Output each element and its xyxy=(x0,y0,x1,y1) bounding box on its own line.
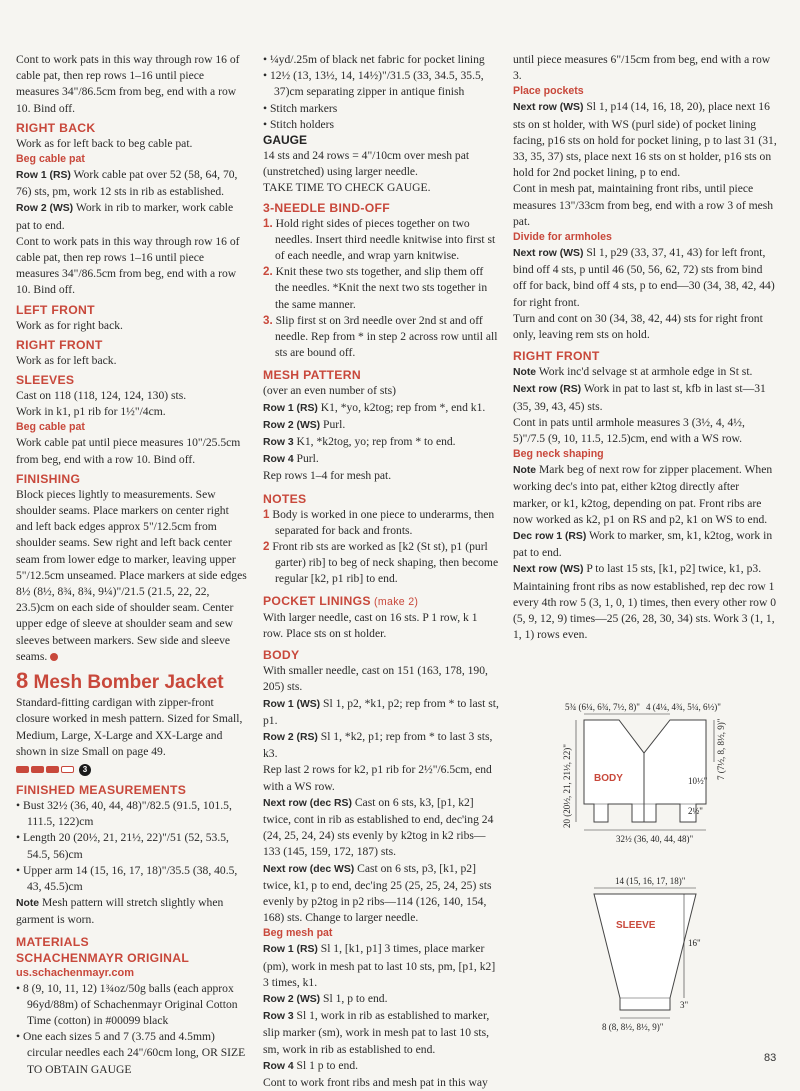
bindoff-heading: 3-NEEDLE BIND-OFF xyxy=(263,200,390,215)
material-markers: • Stitch markers xyxy=(263,101,338,115)
neck-next-row: Next row (WS) P to last 15 sts, [k1, p2] twice, k1, p3. xyxy=(513,562,762,576)
body-rep: Rep last 2 rows for k2, p1 rib for 2½"/6.5cm, end with a WS row. xyxy=(263,763,492,793)
end-dot-icon xyxy=(50,653,58,661)
material-needles: • One each sizes 5 and 7 (3.75 and 4.5mm) circular needles each 24"/60cm long, OR SIZE TO OBTAIN GAUGE xyxy=(16,1030,246,1076)
left-front-text: Work as for right back. xyxy=(16,318,123,332)
place-pockets-row: Next row (WS) Sl 1, p14 (14, 16, 18, 20), place next 16 sts on st holder, with WS (purl side) of pocket lining facing, p16 sts on hold for pocket lining, p to last 31 (31, 33, 35, 37) sts, place next 16 sts on st holder, p16 sts on hold for 2nd pocket lining, p to end. xyxy=(513,100,777,180)
divide-heading: Divide for armholes xyxy=(513,231,612,244)
finishing-text: Block pieces lightly to measurements. Sew shoulder seams. Place markers on center right and left back edges approx 5"/12.5cm from shoulder seams. Sew right and left back center seam from lower edge to marker, leaving upper 5"/12.5cm unseamed. Place markers at side edges 8½ (8½, 8¾, 8¾, 9¼)"/21.5 (21.5, 22, 22, 23.5)cm on each side of shoulder seam. Center upper edge of sleeve at shoulder seam and sew sleeves between markers. Sew side and sleeve seams. xyxy=(16,487,247,663)
size-badge-icon: 3 xyxy=(79,764,91,776)
bindoff-step-1: 1. Hold right sides of pieces together on two needles. Insert third needle knitwise into first st of each needle, and wrap yarn knitwise. xyxy=(263,216,496,263)
right-front-text: Work as for left back. xyxy=(16,353,117,367)
right-back-heading: RIGHT BACK xyxy=(16,120,96,135)
bindoff-step-2: 2. Knit these two sts together, and slip them off the needles. *Knit the next two sts together in the same manner. xyxy=(263,265,488,311)
note-1: 1 Body is worked in one piece to underarms, then separated for back and fronts. xyxy=(263,507,495,537)
col3-top: until piece measures 6"/15cm from beg, end with a row 3. xyxy=(513,53,771,83)
material-fabric: • ¼yd/.25m of black net fabric for pocket lining xyxy=(263,53,485,66)
mesh-row4: Row 4 Purl. xyxy=(263,452,319,466)
beg-mesh-heading: Beg mesh pat xyxy=(263,927,333,940)
body-label: BODY xyxy=(594,773,623,784)
mesh-body-row3: Row 3 Sl 1, work in rib as established to marker, slip marker (sm), work in mesh pat to last 10 sts, sm, work in rib as established to end. xyxy=(263,1009,490,1056)
measure-bust: • Bust 32½ (36, 40, 44, 48)"/82.5 (91.5, 101.5, 111.5, 122)cm xyxy=(16,798,232,829)
body-dec-ws: Next row (dec WS) Cast on 6 sts, p3, [k1, p2] twice, k1, p to end, dec'ing 25 (25, 25, 24, 25) sts evenly by p2tog in p2 ribs—114 (126, 140, 154, 168) sts. Change to larger needle. xyxy=(263,861,492,925)
column-middle xyxy=(263,52,499,1091)
place-pockets-cont: Cont in mesh pat, maintaining front ribs, until piece measures 13"/33cm from beg, end with a row 3 of mesh pat. xyxy=(513,182,774,228)
body-cast-on: With smaller needle, cast on 151 (163, 178, 190, 205) sts. xyxy=(263,664,488,694)
pocket-text: With larger needle, cast on 16 sts. P 1 row, k 1 row. Place sts on st holder. xyxy=(263,610,478,640)
rf-next: Next row (RS) Work in pat to last st, kfb in last st—31 (35, 39, 43, 45) sts. xyxy=(513,382,766,413)
right-back-text: Work as for left back to beg cable pat. xyxy=(16,136,193,150)
note-2: 2 Front rib sts are worked as [k2 (St st), p1 (purl garter) rib] to beg of neck shaping, then become regular [k2, p1 rib] to end. xyxy=(263,540,499,586)
maintain-text: Maintaining front ribs as now established, rep dec row 1 every 4th row 5 (3, 1, 0, 1) times, then every other row 0 (5, 9, 12, 9) times—25 (26, 28, 30, 34) sts. Work 3 (1, 1, 1, 1) rows even. xyxy=(513,579,777,642)
sleeve-bottom-dim: 8 (8, 8½, 8½, 9)" xyxy=(602,1022,664,1032)
mesh-body-row2: Row 2 (WS) Sl 1, p to end. xyxy=(263,991,388,1005)
sleeve-top-dim: 14 (15, 16, 17, 18)" xyxy=(615,876,686,886)
mesh-body-row4: Row 4 Sl 1 p to end. xyxy=(263,1058,359,1072)
body-rib-dim: 2½" xyxy=(688,806,703,816)
finished-measurements-heading: FINISHED MEASUREMENTS xyxy=(16,782,187,797)
material-yarn: • 8 (9, 10, 11, 12) 1¾oz/50g balls (each approx 96yd/88m) of Schachenmayr Original Cotton Time (cotton) in #00099 black xyxy=(16,981,238,1027)
materials-brand: SCHACHENMAYR ORIGINAL xyxy=(16,950,190,965)
body-row1: Row 1 (WS) Sl 1, p2, *k1, p2; rep from * to last st, p1. xyxy=(263,696,499,727)
body-cont: Cont to work front ribs and mesh pat in this way xyxy=(263,1075,488,1089)
pattern-description: Standard-fitting cardigan with zipper-front closure worked in mesh pattern. Sized for Small, Medium, Large, X-Large and XX-Large and shown in size Small on page 49. xyxy=(16,696,243,758)
armhole-dim: 7 (7½, 8, 8½, 9)" xyxy=(716,718,726,780)
dec-row-1: Dec row 1 (RS) Work to marker, sm, k1, k2tog, work in pat to end. xyxy=(513,529,773,560)
divide-turn: Turn and cont on 30 (34, 38, 42, 44) sts for right front only, leaving rem sts on hold. xyxy=(513,311,763,342)
mesh-rep: Rep rows 1–4 for mesh pat. xyxy=(263,469,392,483)
sleeve-height-dim: 16" xyxy=(688,938,701,948)
mesh-row2: Row 2 (WS) Purl. xyxy=(263,417,346,431)
materials-url: us.schachenmayr.com xyxy=(16,966,135,979)
bindoff-step-3: 3. Slip first st on 3rd needle over 2nd st and off needle. Rep from * in step 2 across row until all sts are bound off. xyxy=(263,313,498,360)
rf-cont: Cont in pats until armhole measures 3 (3½, 4, 4½, 5)"/7.5 (9, 10, 11.5, 12.5)cm, end with a WS row. xyxy=(513,415,745,446)
gauge-text: 14 sts and 24 rows = 4"/10cm over mesh pat (unstretched) using larger needle. xyxy=(263,149,470,179)
body-heading: BODY xyxy=(263,648,300,663)
sleeves-work: Work in k1, p1 rib for 1½"/4cm. xyxy=(16,405,166,419)
notes-heading: NOTES xyxy=(263,491,307,506)
page-number: 83 xyxy=(764,1052,777,1064)
gauge-heading: GAUGE xyxy=(263,133,308,148)
sleeves-cable-heading: Beg cable pat xyxy=(16,421,85,434)
rb-cont: Cont to work pats in this way through row 16 of cable pat, then rep rows 1–16 until piece measures 34"/86.5cm from beg, end with a row 10. Bind off. xyxy=(16,234,240,297)
body-top-left-dim: 5¾ (6¼, 6¾, 7½, 8)" xyxy=(565,702,640,712)
sleeves-text: Work cable pat until piece measures 10"/25.5cm from beg, end with a row 10. Bind off. xyxy=(16,436,241,466)
body-row2: Row 2 (RS) Sl 1, *k2, p1; rep from * to last 3 sts, k3. xyxy=(263,729,493,761)
schematic-diagram xyxy=(520,688,780,1038)
divide-row: Next row (WS) Sl 1, p29 (33, 37, 41, 43) for left front, bind off 4 sts, p until 46 (50, 56, 62, 72) sts from bind off for back, bind off 4 sts, p to end—30 (34, 38, 42, 44) for right front. xyxy=(513,246,775,309)
mesh-sub: (over an even number of sts) xyxy=(263,384,396,398)
sleeves-cast-on: Cast on 118 (118, 124, 124, 130) sts. xyxy=(16,389,187,403)
place-pockets-heading: Place pockets xyxy=(513,85,584,98)
column-right xyxy=(513,52,777,644)
right-front-heading: RIGHT FRONT xyxy=(16,337,103,352)
left-front-heading: LEFT FRONT xyxy=(16,302,95,317)
sleeves-heading: SLEEVES xyxy=(16,373,75,388)
beg-cable-pat-heading: Beg cable pat xyxy=(16,153,85,166)
sleeve-label: SLEEVE xyxy=(616,920,656,931)
body-mid-dim: 10½" xyxy=(688,776,708,786)
right-front-2-heading: RIGHT FRONT xyxy=(513,349,600,364)
pattern-title: 8 Mesh Bomber Jacket xyxy=(16,668,224,694)
mesh-row1: Row 1 (RS) K1, *yo, k2tog; rep from *, end k1. xyxy=(263,400,486,414)
rb-row2: Row 2 (WS) Work in rib to marker, work cable pat to end. xyxy=(16,201,234,232)
intro-text: Cont to work pats in this way through row 16 of cable pat, then rep rows 1–16 until piece measures 34"/86.5cm from beg, end with a row 10. Bind off. xyxy=(16,53,240,115)
measure-length: • Length 20 (20½, 21, 21½, 22)"/51 (52, 53.5, 54.5, 56)cm xyxy=(16,831,229,861)
skill-level-icon xyxy=(16,764,248,776)
body-height-dim: 20 (20½, 21, 21½, 22)" xyxy=(562,744,572,828)
pocket-heading: POCKET LININGS (make 2) xyxy=(263,593,419,608)
rb-row1: Row 1 (RS) Work cable pat over 52 (58, 64, 70, 76) sts, pm, work 12 sts in rib as established. xyxy=(16,168,238,199)
finishing-heading: FINISHING xyxy=(16,471,81,486)
measure-note: Note Mesh pattern will stretch slightly when garment is worn. xyxy=(16,896,224,927)
sleeve-outline xyxy=(594,894,696,1010)
body-top-right-dim: 4 (4¼, 4¾, 5¼, 6½)" xyxy=(646,702,721,712)
body-dec-rs: Next row (dec RS) Cast on 6 sts, k3, [p1, k2] twice, cont in rib as established to end, dec'ing 24 (24, 25, 24, 24) sts evenly by k2tog in k2 ribs—133 (145, 159, 172, 187) sts. xyxy=(263,795,494,859)
mesh-row3: Row 3 K1, *k2tog, yo; rep from * to end. xyxy=(263,435,456,449)
neck-heading: Beg neck shaping xyxy=(513,448,604,461)
body-bottom-dim: 32½ (36, 40, 44, 48)" xyxy=(616,834,694,844)
material-zipper: • 12½ (13, 13½, 14, 14½)"/31.5 (33, 34.5, 35.5, 37)cm separating zipper in antique finish xyxy=(263,69,484,99)
materials-heading: MATERIALS xyxy=(16,934,89,949)
sleeve-cuff-dim: 3" xyxy=(680,1000,689,1010)
column-left xyxy=(16,52,248,1078)
measure-upper-arm: • Upper arm 14 (15, 16, 17, 18)"/35.5 (38, 40.5, 43, 45.5)cm xyxy=(16,863,238,893)
neck-note: Note Mark beg of next row for zipper placement. When working dec's into pat, either k2tog directly after marker, or k1, k2tog, depending on pat. Front ribs are now worked as k2, p1 on RS and p2, k1 on WS to end. xyxy=(513,463,773,526)
mesh-body-row1: Row 1 (RS) Sl 1, [k1, p1] 3 times, place marker (pm), work in mesh pat to last 10 sts, pm, [p1, k2] 3 times, k1. xyxy=(263,942,496,989)
gauge-check: TAKE TIME TO CHECK GAUGE. xyxy=(263,181,431,195)
mesh-heading: MESH PATTERN xyxy=(263,368,361,383)
rf-note: Note Work inc'd selvage st at armhole edge in St st. xyxy=(513,365,753,379)
material-holders: • Stitch holders xyxy=(263,117,335,131)
